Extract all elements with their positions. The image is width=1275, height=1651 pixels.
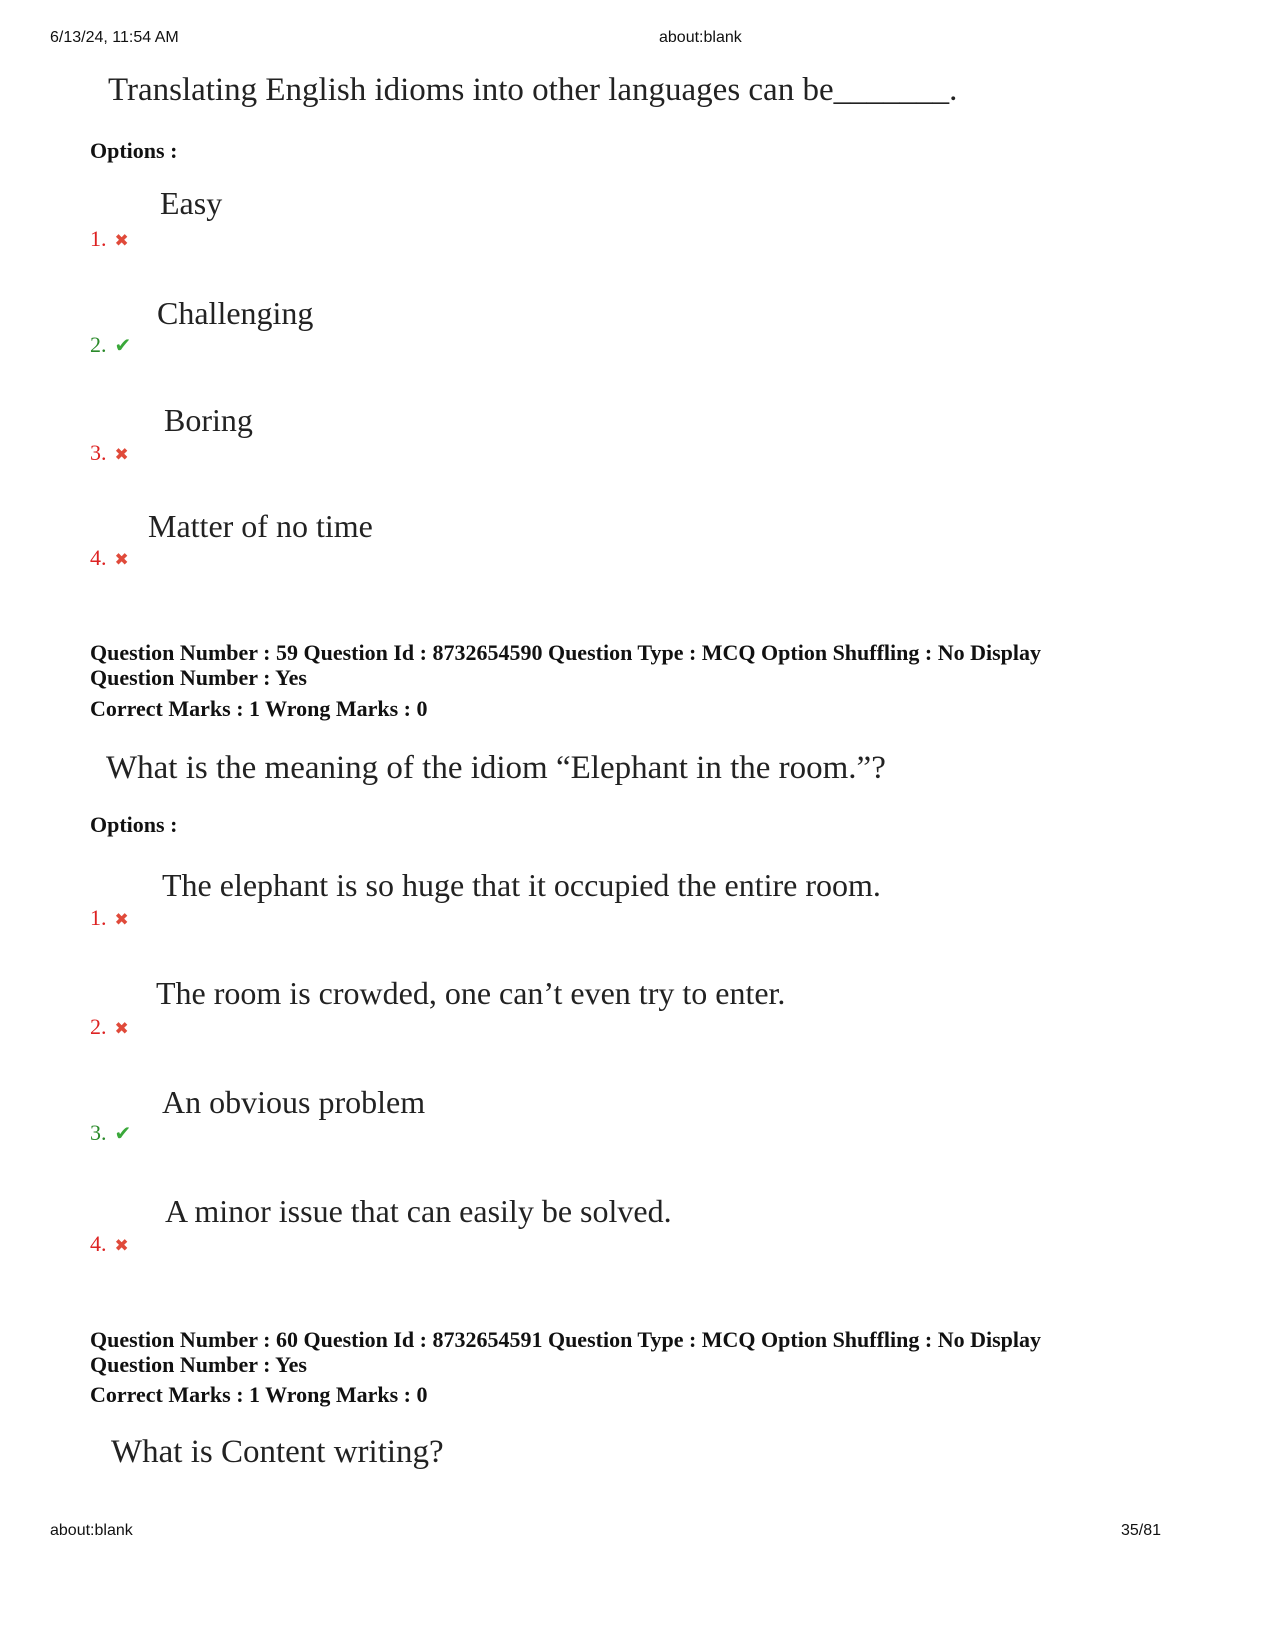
- cross-icon: ✖: [114, 1019, 129, 1038]
- question-meta: Question Number : Yes: [90, 665, 307, 690]
- option-number: [90, 1120, 131, 1146]
- options-label: Options :: [90, 138, 178, 163]
- cross-icon: ✖: [114, 910, 129, 929]
- option-number-label: 1.: [90, 905, 107, 930]
- cross-icon: ✖: [114, 445, 129, 464]
- cross-icon: ✖: [114, 1236, 129, 1255]
- option-number: [90, 1014, 129, 1040]
- cross-icon: ✖: [114, 231, 129, 250]
- option-number-label: 4.: [90, 545, 107, 570]
- check-icon: ✔: [114, 335, 132, 357]
- option-text: The room is crowded, one can’t even try to enter.: [156, 975, 786, 1011]
- option-number-label: 3.: [90, 1120, 107, 1145]
- option-number-label: 4.: [90, 1231, 107, 1256]
- option-text: Challenging: [157, 295, 314, 331]
- option-number-label: 1.: [90, 226, 107, 251]
- print-datetime: 6/13/24, 11:54 AM: [50, 29, 179, 46]
- question-marks: Correct Marks : 1 Wrong Marks : 0: [90, 1382, 428, 1407]
- cross-icon: ✖: [114, 550, 129, 569]
- check-icon: ✔: [114, 1123, 132, 1145]
- option-number: [90, 1231, 129, 1257]
- question-meta: Question Number : 59 Question Id : 8732654590 Question Type : MCQ Option Shuffling : No Display: [90, 640, 1042, 665]
- option-text: A minor issue that can easily be solved.: [165, 1193, 672, 1229]
- question-meta: Question Number : 60 Question Id : 8732654591 Question Type : MCQ Option Shuffling : No Display: [90, 1327, 1042, 1352]
- option-number: [90, 226, 129, 252]
- option-text: Easy: [160, 185, 223, 221]
- footer-url: about:blank: [50, 1522, 133, 1539]
- option-text: Matter of no time: [148, 508, 373, 544]
- print-title: about:blank: [659, 29, 742, 46]
- options-label: Options :: [90, 812, 178, 837]
- question-text: Translating English idioms into other languages can be_______.: [108, 72, 958, 108]
- option-number: [90, 905, 129, 931]
- question-marks: Correct Marks : 1 Wrong Marks : 0: [90, 696, 428, 721]
- option-number: [90, 440, 129, 466]
- question-text: What is the meaning of the idiom “Elephant in the room.”?: [106, 750, 886, 786]
- option-number-label: 2.: [90, 332, 107, 357]
- question-meta: Question Number : Yes: [90, 1352, 307, 1377]
- option-number: [90, 545, 129, 571]
- option-text: The elephant is so huge that it occupied the entire room.: [162, 867, 881, 903]
- option-number-label: 2.: [90, 1014, 107, 1039]
- option-text: An obvious problem: [162, 1084, 426, 1120]
- option-number-label: 3.: [90, 440, 107, 465]
- question-text: What is Content writing?: [111, 1434, 444, 1470]
- option-text: Boring: [164, 402, 253, 438]
- page-number: 35/81: [1121, 1522, 1162, 1539]
- option-number: [90, 332, 131, 358]
